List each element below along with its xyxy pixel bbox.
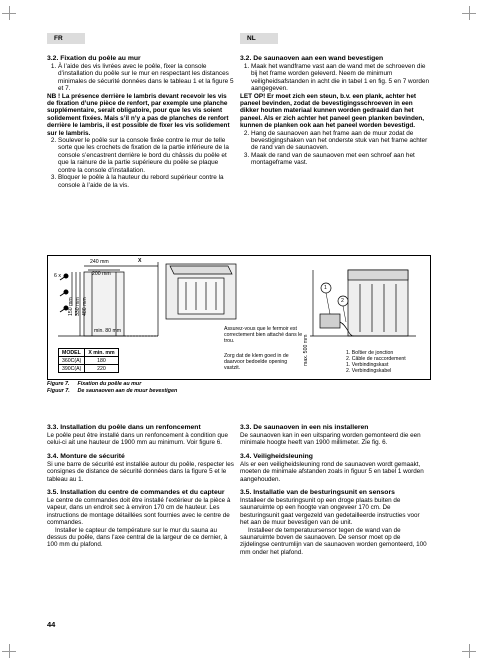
table-header-xmin: X min. mm [85, 349, 118, 357]
fig-dim-330: 330 mm [75, 297, 81, 316]
fr-top-column [47, 55, 234, 189]
fig-dim-480: 480 mm [82, 297, 88, 316]
nl-heading-3-5: 3.5. Installatie van de besturingsunit en sensors [240, 489, 395, 497]
fig-dim-240: 240 mm [90, 259, 109, 265]
fr-text-3-4: Si une barre de sécurité est installée autour du poêle, respecter les consignes de distance de sécurité données dans la figure 5 et le tableau au 1. [47, 460, 234, 483]
legend-item: 1. Boîtier de jonction [346, 350, 394, 356]
fig-note-nl: Zorg dat de klem goed in de daarvoor bedoelde opening vastzit. [224, 353, 289, 371]
screws-icon [60, 274, 68, 312]
fr-step-3: 3. Bloquer le poêle à la hauteur du rebord supérieur contre la console à l’aide de la vis. [58, 174, 234, 189]
nl-heading-3-4: 3.4. Veiligheidsleuning [240, 452, 313, 460]
legend-item: 2. Verbindingskabel [346, 368, 392, 374]
table-cell-xmin: 180 [85, 357, 118, 365]
fig-x-label: X [138, 258, 142, 264]
nl-bottom-column [240, 424, 430, 556]
caption-text-nl: De saunaoven aan de muur bevestigen [77, 388, 178, 394]
fig-six-x: 6 x [54, 273, 61, 279]
figure-7 [47, 255, 431, 380]
figure-caption-fr [47, 381, 141, 388]
fig-max-500: max. 500 mm [303, 334, 309, 366]
fig-min-80: min. 80 mm [94, 328, 122, 334]
nl-step-1: 1. Maak het wandframe vast aan de wand met de schroeven die bij het frame worden geleverd. Neem de minimum veiligheidsafstanden in acht die in tabel 1 en fig. 5 en 7 worden aangegeven. [251, 63, 430, 93]
fr-step-2: 2. Soulever le poêle sur la console fixée contre le mur de telle sorte que les crochets de fixation de la partie inférieure de la console s’encastrent derrière le bord du châssis du poêle et que la rainure de la partie supérieure du poêle se plaque contre la console d’installation. [58, 137, 234, 174]
fr-heading-3-5: 3.5. Installation du centre de commandes et du capteur [47, 489, 225, 497]
nl-letop-warning: LET OP! Er moet zich een steun, b.v. een plank, achter het paneel bevinden, zodat de bevestigingsschroeven in een dikker houten materiaal kunnen worden gedraaid dan het paneel. Als er zich achter het paneel geen planken bevinden, kunnen de planken ook aan het paneel worden bevestigd. [240, 92, 425, 130]
legend-item: 2. Câble de raccordement [346, 356, 406, 362]
table-row [59, 357, 119, 365]
nl-step-2: 2. Hang de saunaoven aan het frame aan de muur zodat de bevestigingshaken van het onderste stuk van het frame achter de rand van de saunaoven. [251, 130, 430, 152]
figure-caption-nl [47, 388, 177, 395]
table-cell-model: 390C(A) [59, 365, 85, 373]
stove-on-wall-diagram [166, 264, 236, 319]
caption-label-nl: Figuur 7. [47, 388, 70, 394]
fr-bottom-column [47, 424, 234, 549]
fig-dim-150: 150 mm [68, 297, 74, 316]
registration-mark-top-left [2, 6, 16, 20]
language-tag-nl: NL [240, 33, 278, 44]
page-number: 44 [47, 620, 56, 629]
table-header-row [59, 349, 119, 357]
nl-text-3-5-p2: Installeer de temperatuursensor tegen de wand van de saunaruimte boven de saunaoven. De sensor moet op de zijdelingse centrumlijn van de saunaoven worden gemonteerd, 100 mm onder het plafond. [240, 526, 427, 556]
legend-item: 1. Verbindingskast [346, 362, 389, 368]
table-row [59, 365, 119, 373]
fig-callout-1: 1 [324, 285, 327, 291]
nl-top-column [240, 55, 430, 167]
caption-label-fr: Figure 7. [47, 381, 70, 387]
fr-text-3-5-p2: Installer le capteur de température sur le mur du sauna au dessus du poêle, dans l’axe central de la largeur de ce dernier, à 100 mm du plafond. [47, 526, 228, 549]
fr-step-1: 1. À l’aide des vis livrées avec le poêle, fixer la console d’installation du poêle sur le mur en respectant les distances minimales de sécurité données dans le tableau 1 et la figure 5 et 7. [58, 63, 234, 93]
nl-text-3-4: Als er een veiligheidsleuning rond de saunaoven wordt gemaakt, moeten de minimale afstanden zoals in figuur 5 en tabel 1 worden aangehouden. [240, 460, 424, 483]
fig-callout-2: 2 [341, 298, 344, 304]
registration-mark-top-right [462, 6, 476, 20]
model-distance-table [58, 348, 119, 373]
nl-step-3: 3. Maak de rand van de saunaoven met een schroef aan het montageframe vast. [251, 152, 430, 167]
registration-mark-bottom-right [462, 644, 476, 658]
table-header-model: MODEL [59, 349, 85, 357]
table-cell-xmin: 220 [85, 365, 118, 373]
fr-heading-3-2: 3.2. Fixation du poêle au mur [47, 55, 141, 62]
nl-heading-3-2: 3.2. De saunaoven aan een wand bevestigen [240, 55, 384, 62]
fr-heading-3-4: 3.4. Monture de sécurité [47, 452, 125, 460]
caption-text-fr: Fixation du poêle au mur [77, 381, 142, 387]
table-cell-model: 360C(A) [59, 357, 85, 365]
stove-with-junction-box-diagram [310, 270, 416, 336]
fr-text-3-3: Le poêle peut être installé dans un renfoncement à condition que celui-ci ait une hauteur de 1900 mm au minimum. Voir figure 6. [47, 432, 228, 447]
nl-text-3-3: De saunaoven kan in een uitsparing worden gemonteerd die een minimale hoogte heeft van 1900 millimeter. Zie fig. 6. [240, 432, 421, 447]
nl-text-3-5-p1: Installeer de besturingsunit op een droge plaats buiten de saunaruimte op een hoogte van ongeveer 170 cm. De besturingsunit gaat vergezeld van gedetailleerde instructies voor het aan de muur bevestigen van de unit. [240, 497, 420, 527]
fig-note-fr: Assurez-vous que le fermoir est correctement bien attaché dans le trou. [224, 326, 303, 344]
registration-mark-bottom-left [2, 644, 16, 658]
fr-text-3-5-p1: Le centre de commandes doit être installé l’extérieur de la pièce à vapeur, dans un endroit sec à environ 170 cm de hauteur. Les instructions de montage détaillées sont fournies avec le centre de commandes. [47, 497, 231, 527]
nl-heading-3-3: 3.3. De saunaoven in een nis installeren [240, 424, 369, 431]
fr-heading-3-3: 3.3. Installation du poêle dans un renfoncement [47, 424, 201, 431]
language-tag-fr: FR [47, 33, 85, 44]
fig-legend [346, 350, 406, 374]
fig-dim-200: 200 mm [92, 271, 111, 277]
fr-nb-warning: NB ! La présence derrière le lambris devant recevoir les vis de fixation d’une pièce de renfort, par exemple une planche supplémentaire, serait obligatoire, pour que les vis soient solidement fixées. Mais s’il n’y a pas de planches de renfort derrière le lambris, il est possible de fixer les vis solidement sur le lambris. [47, 92, 230, 137]
